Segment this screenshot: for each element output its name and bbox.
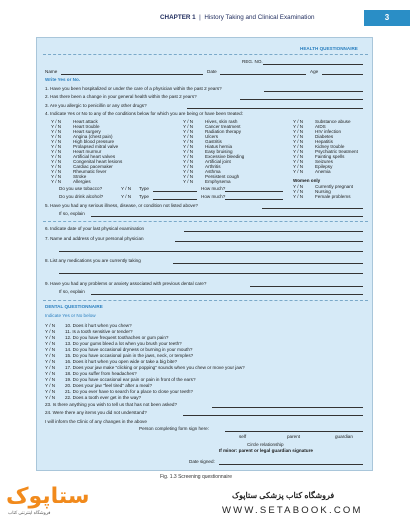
- answer-2[interactable]: [240, 99, 363, 100]
- question-6: 6. Indicate date of your last physical examination: [45, 226, 145, 231]
- figure-caption: Fig. 1.3 Screening questionnaire: [160, 474, 232, 480]
- logo-subtitle: فروشگاه اینترنتی کتاب: [8, 510, 51, 515]
- page-number: 3: [364, 10, 410, 26]
- divider: [43, 300, 368, 301]
- chapter-title: CHAPTER 1 | History Taking and Clinical Examination: [160, 14, 315, 21]
- date-label: Date: [207, 69, 217, 74]
- inform-statement: I will inform the Clinic of any changes in the above: [45, 419, 147, 424]
- footer-website[interactable]: WWW.SETABOOK.COM: [222, 505, 363, 516]
- explain-label-9: If so, explain: [59, 289, 85, 294]
- question-3: 3. Are you allergic to penicillin or any other drugs?: [45, 103, 147, 108]
- answer-5[interactable]: [262, 208, 363, 209]
- question-8: 8. List any medications you are currently taking: [45, 258, 141, 263]
- date-signed-field[interactable]: [219, 464, 363, 465]
- alcohol-type-label: Type: [139, 194, 149, 199]
- answer-7-line-2[interactable]: [59, 251, 363, 252]
- women-col: Currently pregnant Nursing Female problems: [315, 184, 354, 199]
- tobacco-question: Do you use tobacco?: [59, 186, 103, 191]
- sign-here-label: Person completing form sign here:: [139, 426, 209, 431]
- answer-8[interactable]: [173, 263, 363, 264]
- date-signed-label: Date signed:: [189, 459, 215, 464]
- health-questionnaire-form: [36, 37, 373, 471]
- question-2: 2. Has there been a change in your general health within the past 2 years?: [45, 94, 197, 99]
- write-yes-no: Write Yes or No.: [45, 77, 81, 82]
- page-header: [0, 0, 410, 30]
- circle-relationship: Circle relationship: [247, 442, 284, 447]
- age-label: Age: [310, 69, 319, 74]
- question-5: 5. Have you had any serious illness, disease, or condition not listed above?: [45, 203, 198, 208]
- conditions-col-1: Heart attack Heart trouble Heart surgery Angina (chest pain) High blood pressure Prolapsed mitral valve Heart murmur Artificial heart valves Congenital heart lesions Cardiac pacemaker Rheumatic fever Stroke Allergies: [73, 119, 123, 184]
- explain-label-5: If so, explain: [59, 211, 85, 216]
- question-24: 24. Were there any items you did not understand?: [45, 410, 147, 415]
- setabook-logo: [6, 484, 90, 518]
- tobacco-type-label: Type: [139, 186, 149, 191]
- alcohol-how-much-label: How much?: [201, 194, 226, 199]
- divider: [43, 54, 368, 55]
- conditions-yn-col-2: Y / N Y / N Y / N Y / N Y / N Y / N Y / N Y / N Y / N Y / N Y / N Y / N Y / N: [183, 119, 194, 184]
- answer-7[interactable]: [175, 241, 363, 242]
- alcohol-question: Do you drink alcohol?: [59, 194, 104, 199]
- tobacco-how-much-label: How much?: [201, 186, 226, 191]
- question-1: 1. Have you been hospitalized or under the care of a physician within the past 2 years?: [45, 86, 222, 91]
- conditions-col-3: Substance abuse AIDS HIV infection Diabetes Hepatitis Kidney trouble Psychiatric treatment Fainting spells Seizures Epilepsy Anemia: [315, 119, 358, 174]
- question-9: 9. Have you had any problems or anxiety associated with previous dental care?: [45, 281, 207, 286]
- age-field[interactable]: [322, 74, 363, 75]
- divider: [43, 221, 368, 222]
- women-yn-col: Y / N Y / N Y / N: [293, 184, 304, 199]
- tobacco-type-field[interactable]: [153, 191, 197, 192]
- conditions-yn-col-3: Y / N Y / N Y / N Y / N Y / N Y / N Y / N Y / N Y / N Y / N Y / N: [293, 119, 304, 174]
- answer-8-line-2[interactable]: [59, 273, 363, 274]
- conditions-yn-col-1: Y / N Y / N Y / N Y / N Y / N Y / N Y / N Y / N Y / N Y / N Y / N Y / N Y / N: [51, 119, 62, 184]
- if-minor-label: If minor: parent or legal guardian signature: [219, 448, 313, 453]
- tobacco-how-much-field[interactable]: [225, 191, 283, 192]
- name-label: Name: [45, 69, 58, 74]
- alcohol-yn: Y / N: [121, 194, 132, 199]
- answer-24[interactable]: [183, 415, 363, 416]
- answer-23[interactable]: [212, 407, 363, 408]
- answer-3[interactable]: [187, 108, 363, 109]
- explain-field-5[interactable]: [91, 216, 363, 217]
- alcohol-how-much-field[interactable]: [225, 199, 283, 200]
- reg-no-label: REG. NO.: [242, 59, 263, 64]
- dental-title: DENTAL QUESTIONNAIRE: [45, 304, 103, 309]
- relationship-guardian[interactable]: guardian: [335, 434, 353, 439]
- reg-no-field[interactable]: [263, 64, 363, 65]
- question-4: 4. Indicate Yes or No to any of the conditions below for which you are being or have been treated:: [45, 111, 243, 116]
- answer-6[interactable]: [184, 231, 363, 232]
- explain-field-9[interactable]: [91, 294, 363, 295]
- answer-9[interactable]: [250, 286, 363, 287]
- women-only-label: Women only: [293, 178, 321, 183]
- relationship-parent[interactable]: parent: [287, 434, 301, 439]
- answer-1[interactable]: [264, 91, 363, 92]
- dental-yn-col: Y / N Y / N Y / N Y / N Y / N Y / N Y / N Y / N Y / N Y / N Y / N Y / N Y / N: [45, 323, 56, 400]
- date-field[interactable]: [220, 74, 306, 75]
- alcohol-type-field[interactable]: [153, 199, 197, 200]
- question-7: 7. Name and address of your personal physician: [45, 236, 144, 241]
- footer-store-name: فروشگاه کتاب پزشکی ستاپوک: [232, 491, 335, 500]
- signature-field[interactable]: [225, 431, 363, 432]
- form-title: HEALTH QUESTIONNAIRE: [300, 46, 358, 51]
- dental-indicate: Indicate Yes or No below: [45, 313, 96, 318]
- logo-wordmark: ستاپوک: [6, 484, 90, 509]
- dental-questions: 10. Does it hurt when you chew? 11. Is a tooth sensitive or tender? 12. Do you have frequent toothaches or gum pain? 13. Do your gums bleed a lot when you brush your teeth? 14. Do you have occasional dryness or burning in your mouth? 15. Do you have occasional pain in the jaws, neck, or temples? 16. Does it hurt when you open wide or take a big bite? 17. Does your jaw make "clicking or popping" sounds when you chew or move your jaw? 18. Do you suffer from headaches? 19. Do you have occasional ear pain or pain in front of the ears? 20. Does your jaw "feel tired" after a meal? 21. Do you ever have to search for a place to close your teeth? 22. Does a tooth ever get in the way?: [65, 323, 245, 400]
- tobacco-yn: Y / N: [121, 186, 132, 191]
- conditions-col-2: Hives, skin rash Cancer treatment Radiation therapy Ulcers Gastritis Hiatus hernia Easy bruising Excessive bleeding Artificial joint Arthritis Asthma Persistent cough Emphysema: [205, 119, 245, 184]
- question-23: 23. Is there anything you wish to tell us that has not been asked?: [45, 402, 178, 407]
- name-field[interactable]: [61, 74, 203, 75]
- relationship-self[interactable]: self: [239, 434, 247, 439]
